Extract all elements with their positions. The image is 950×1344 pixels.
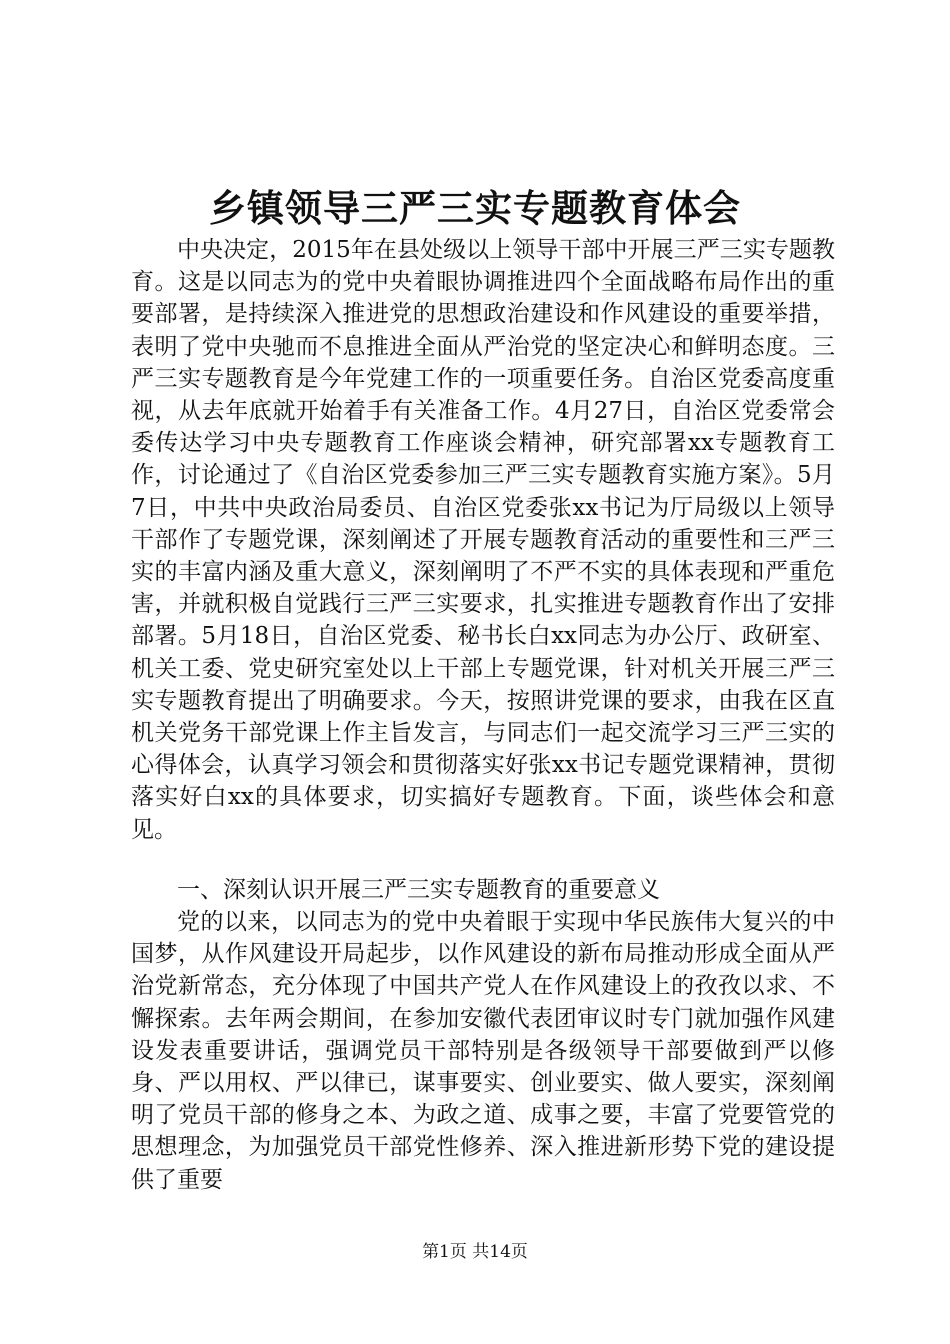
paragraph-section-1: 党的以来，以同志为的党中央着眼于实现中华民族伟大复兴的中国梦，从作风建设开局起步，以作风建设的新布局推动形成全面从严治党新常态，充分体现了中国共产党人在作风建设上的孜孜以求、不懈探索。去年两会期间，在参加安徽代表团审议时专门就加强作风建设发表重要讲话，强调党员干部特别是各级领导干部要做到严以修身、严以用权、严以律已，谋事要实、创业要实、做人要实，深刻阐明了党员干部的修身之本、为政之道、成事之要，丰富了党要管党的思想理念，为加强党员干部党性修养、深入推进新形势下党的建设提供了重要: [131, 909, 835, 1193]
page-number-footer: 第1页 共14页: [422, 1242, 528, 1262]
paragraph-intro: 中央决定，2015年在县处级以上领导干部中开展三严三实专题教育。这是以同志为的党中央着眼协调推进四个全面战略布局作出的重要部署，是持续深入推进党的思想政治建设和作风建设的重要举措，表明了党中央驰而不息推进全面从严治党的坚定决心和鲜明态度。三严三实专题教育是今年党建工作的一项重要任务。自治区党委高度重视，从去年底就开始着手有关准备工作。4月27日，自治区党委常会委传达学习中央专题教育工作座谈会精神，研究部署xx专题教育工作，讨论通过了《自治区党委参加三严三实专题教育实施方案》。5月7日，中共中央政治局委员、自治区党委张xx书记为厅局级以上领导干部作了专题党课，深刻阐述了开展专题教育活动的重要性和三严三实的丰富内涵及重大意义，深刻阐明了不严不实的具体表现和严重危害，并就积极自觉践行三严三实要求，扎实推进专题教育作出了安排部署。5月18日，自治区党委、秘书长白xx同志为办公厅、政研室、机关工委、党史研究室处以上干部上专题党课，针对机关开展三严三实专题教育提出了明确要求。今天，按照讲党课的要求，由我在区直机关党务干部党课上作主旨发言，与同志们一起交流学习三严三实的心得体会，认真学习领会和贯彻落实好张xx书记专题党课精神，贯彻落实好白xx的具体要求，切实搞好专题教育。下面，谈些体会和意见。: [131, 237, 835, 843]
section-heading-1: 一、深刻认识开展三严三实专题教育的重要意义: [177, 877, 660, 903]
document-title: 乡镇领导三严三实专题教育体会: [209, 186, 741, 230]
